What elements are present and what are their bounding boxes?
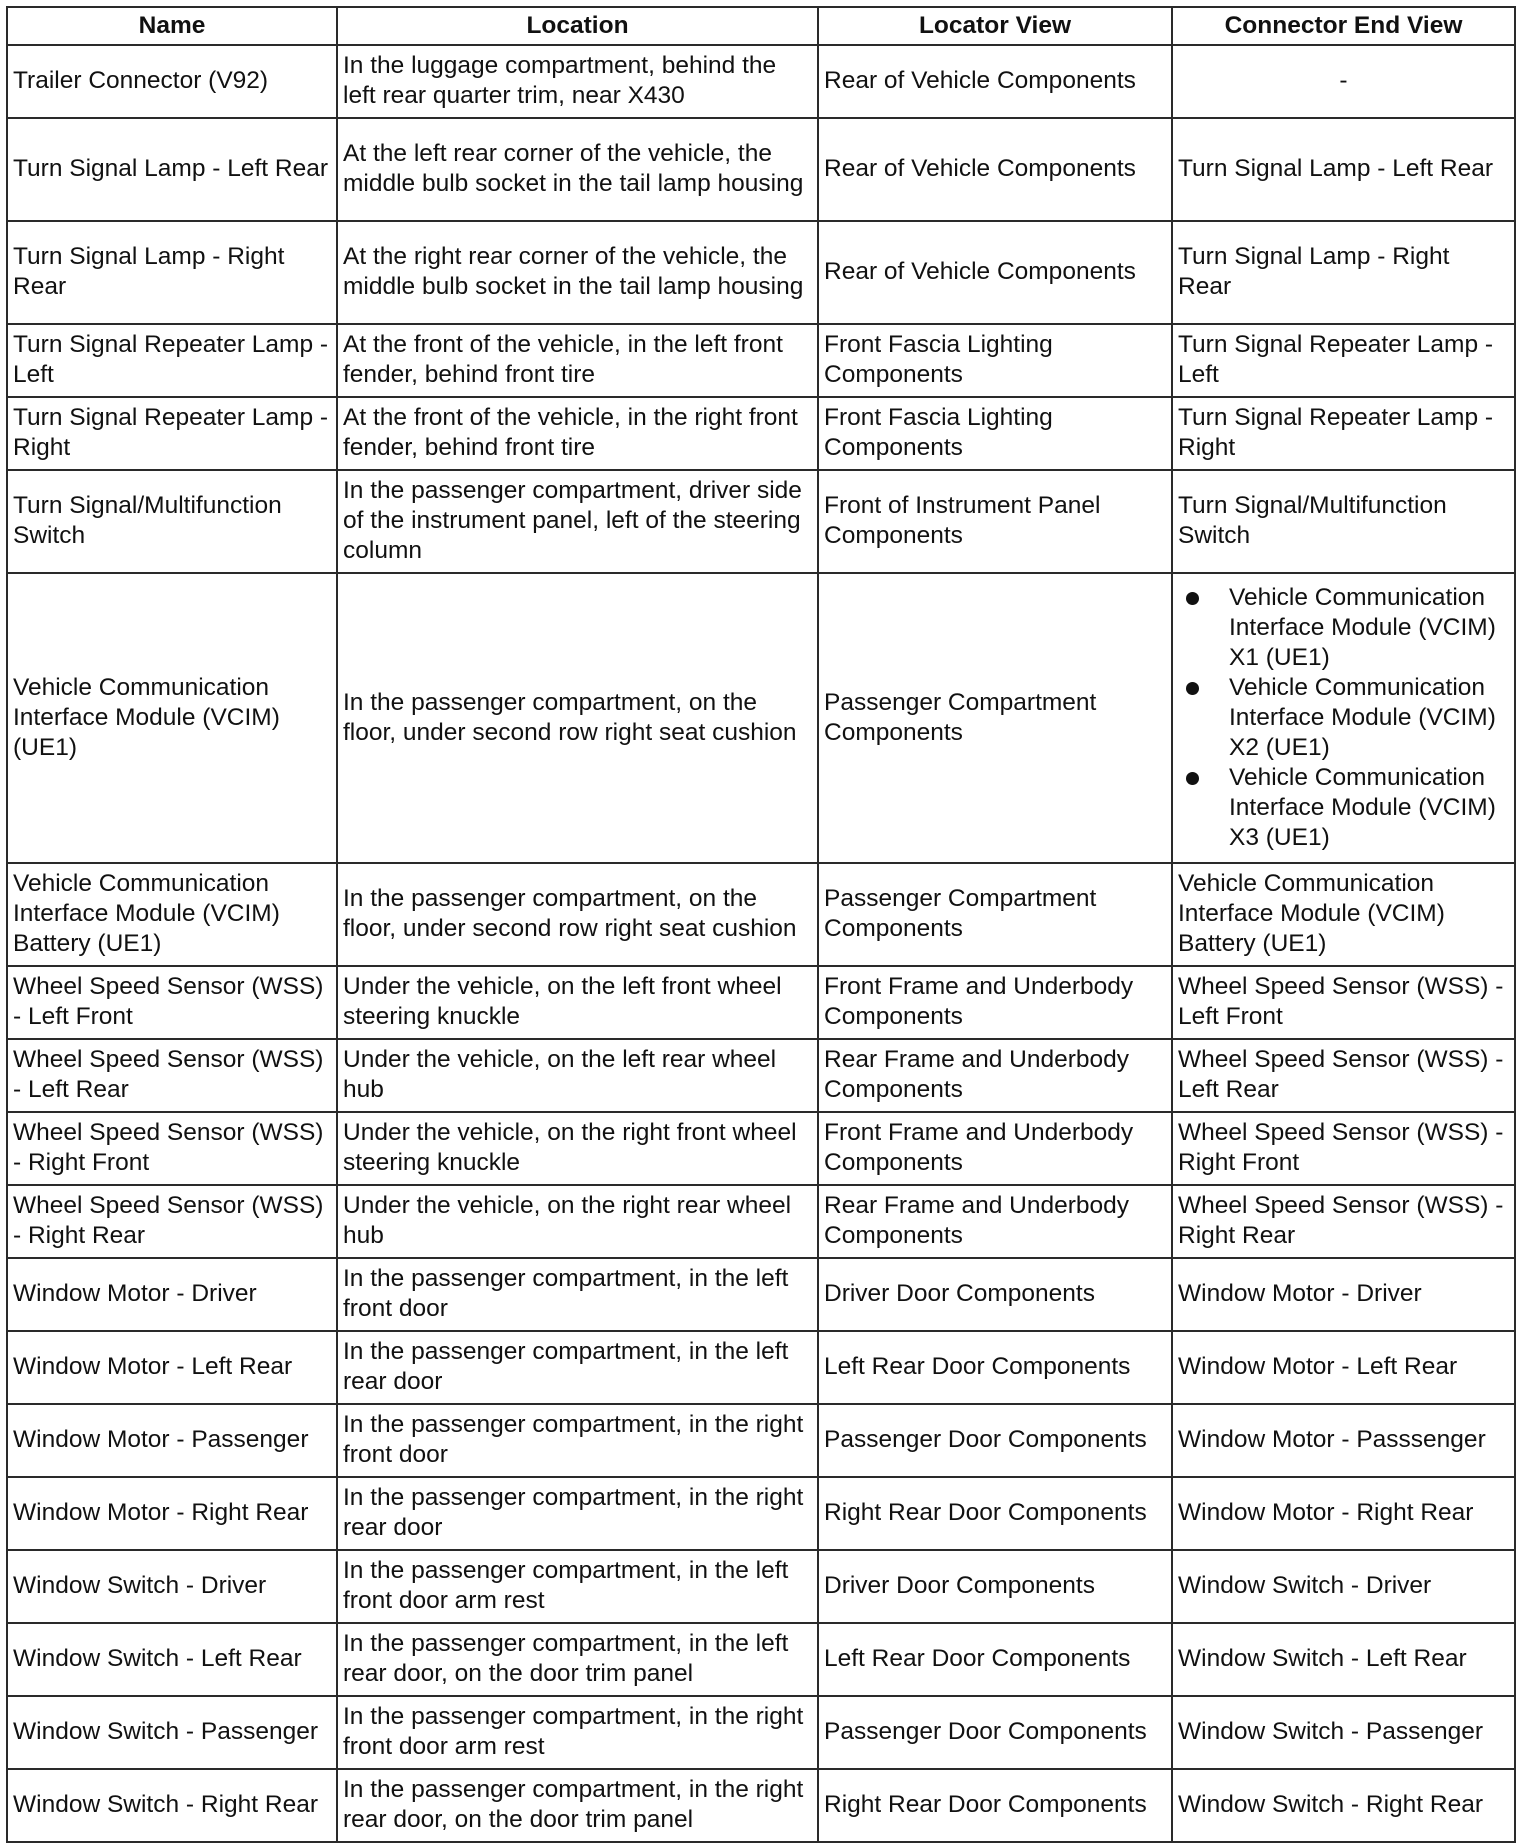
cell-connector-end-view: Window Motor - Driver [1172,1258,1515,1331]
cell-name: Turn Signal Lamp - Left Rear [7,118,337,221]
table-row [7,118,1515,221]
cell-connector-end-view: Window Motor - Passsenger [1172,1404,1515,1477]
cell-location: In the passenger compartment, in the left front door [337,1258,818,1331]
cell-connector-end-view: - [1172,45,1515,118]
cell-location: Under the vehicle, on the right front wheel steering knuckle [337,1112,818,1185]
cell-connector-end-view: Wheel Speed Sensor (WSS) - Left Front [1172,966,1515,1039]
cell-locator-view: Passenger Door Components [818,1404,1172,1477]
cell-name: Window Switch - Passenger [7,1696,337,1769]
cell-name: Window Switch - Left Rear [7,1623,337,1696]
bullet-icon [1186,772,1199,785]
list-item [1178,583,1509,673]
cell-locator-view: Front of Instrument Panel Components [818,470,1172,573]
cell-locator-view: Passenger Compartment Components [818,863,1172,966]
table-row [7,966,1515,1039]
cell-name: Vehicle Communication Interface Module (VCIM) Battery (UE1) [7,863,337,966]
cell-location: At the right rear corner of the vehicle, the middle bulb socket in the tail lamp housing [337,221,818,324]
cell-locator-view: Passenger Door Components [818,1696,1172,1769]
table-row [7,221,1515,324]
cell-locator-view: Front Frame and Underbody Components [818,966,1172,1039]
table-row [7,1477,1515,1550]
cell-name: Turn Signal Repeater Lamp - Right [7,397,337,470]
cell-locator-view: Rear of Vehicle Components [818,45,1172,118]
cell-connector-end-view: Vehicle Communication Interface Module (VCIM) Battery (UE1) [1172,863,1515,966]
table-row [7,863,1515,966]
header-location: Location [337,7,818,45]
cell-name: Turn Signal Lamp - Right Rear [7,221,337,324]
cell-location: In the passenger compartment, on the floor, under second row right seat cushion [337,573,818,863]
cell-connector-end-view: Turn Signal/Multifunction Switch [1172,470,1515,573]
cell-connector-end-view: Wheel Speed Sensor (WSS) - Left Rear [1172,1039,1515,1112]
cell-locator-view: Passenger Compartment Components [818,573,1172,863]
table-row [7,1112,1515,1185]
cell-location: In the passenger compartment, on the floor, under second row right seat cushion [337,863,818,966]
table-row [7,324,1515,397]
table-row [7,1550,1515,1623]
table-row [7,1404,1515,1477]
cell-connector-end-view: Turn Signal Lamp - Left Rear [1172,118,1515,221]
cell-locator-view: Driver Door Components [818,1550,1172,1623]
cell-locator-view: Front Fascia Lighting Components [818,324,1172,397]
cell-name: Wheel Speed Sensor (WSS) - Right Rear [7,1185,337,1258]
table-row [7,1185,1515,1258]
cell-location: Under the vehicle, on the left front wheel steering knuckle [337,966,818,1039]
cell-connector-end-view: Turn Signal Repeater Lamp - Right [1172,397,1515,470]
table-row [7,1331,1515,1404]
cell-connector-end-view [1172,573,1515,863]
cell-name: Wheel Speed Sensor (WSS) - Left Rear [7,1039,337,1112]
cell-location: At the front of the vehicle, in the left front fender, behind front tire [337,324,818,397]
cell-connector-end-view: Wheel Speed Sensor (WSS) - Right Rear [1172,1185,1515,1258]
cell-name: Wheel Speed Sensor (WSS) - Left Front [7,966,337,1039]
cell-name: Window Motor - Left Rear [7,1331,337,1404]
cell-connector-end-view: Turn Signal Repeater Lamp - Left [1172,324,1515,397]
cell-locator-view: Right Rear Door Components [818,1477,1172,1550]
table-row [7,1696,1515,1769]
cell-connector-end-view: Window Switch - Driver [1172,1550,1515,1623]
cell-connector-end-view: Window Switch - Left Rear [1172,1623,1515,1696]
cell-name: Window Motor - Passenger [7,1404,337,1477]
cell-location: In the passenger compartment, in the right front door [337,1404,818,1477]
cell-location: In the passenger compartment, in the right front door arm rest [337,1696,818,1769]
table-row [7,1769,1515,1842]
cell-location: In the passenger compartment, in the left rear door [337,1331,818,1404]
cell-name: Wheel Speed Sensor (WSS) - Right Front [7,1112,337,1185]
connector-list [1178,583,1509,853]
table-row [7,1039,1515,1112]
cell-locator-view: Rear of Vehicle Components [818,118,1172,221]
cell-location: Under the vehicle, on the right rear wheel hub [337,1185,818,1258]
cell-locator-view: Driver Door Components [818,1258,1172,1331]
list-item-text: Vehicle Communication Interface Module (VCIM) X2 (UE1) [1229,673,1496,761]
cell-location: In the passenger compartment, in the right rear door [337,1477,818,1550]
cell-connector-end-view: Turn Signal Lamp - Right Rear [1172,221,1515,324]
cell-location: At the front of the vehicle, in the right front fender, behind front tire [337,397,818,470]
cell-name: Window Switch - Right Rear [7,1769,337,1842]
cell-location: In the passenger compartment, in the right rear door, on the door trim panel [337,1769,818,1842]
cell-locator-view: Right Rear Door Components [818,1769,1172,1842]
cell-location: At the left rear corner of the vehicle, the middle bulb socket in the tail lamp housing [337,118,818,221]
cell-locator-view: Left Rear Door Components [818,1623,1172,1696]
cell-location: In the passenger compartment, in the left rear door, on the door trim panel [337,1623,818,1696]
header-locator-view: Locator View [818,7,1172,45]
list-item-text: Vehicle Communication Interface Module (VCIM) X3 (UE1) [1229,763,1496,851]
cell-connector-end-view: Window Switch - Passenger [1172,1696,1515,1769]
cell-name: Turn Signal/Multifunction Switch [7,470,337,573]
cell-location: In the luggage compartment, behind the left rear quarter trim, near X430 [337,45,818,118]
header-connector-end-view: Connector End View [1172,7,1515,45]
cell-locator-view: Rear Frame and Underbody Components [818,1039,1172,1112]
cell-name: Vehicle Communication Interface Module (VCIM) (UE1) [7,573,337,863]
cell-locator-view: Front Fascia Lighting Components [818,397,1172,470]
table-row [7,397,1515,470]
cell-name: Window Motor - Right Rear [7,1477,337,1550]
component-locator-document [6,6,1514,1843]
cell-locator-view: Front Frame and Underbody Components [818,1112,1172,1185]
table-row [7,45,1515,118]
bullet-icon [1186,682,1199,695]
cell-connector-end-view: Window Switch - Right Rear [1172,1769,1515,1842]
component-locator-table [6,6,1516,1843]
cell-location: Under the vehicle, on the left rear wheel hub [337,1039,818,1112]
cell-name: Trailer Connector (V92) [7,45,337,118]
cell-name: Turn Signal Repeater Lamp - Left [7,324,337,397]
cell-name: Window Switch - Driver [7,1550,337,1623]
cell-location: In the passenger compartment, in the left front door arm rest [337,1550,818,1623]
header-name: Name [7,7,337,45]
table-row [7,470,1515,573]
bullet-icon [1186,592,1199,605]
table-row [7,1258,1515,1331]
table-row [7,573,1515,863]
list-item-text: Vehicle Communication Interface Module (VCIM) X1 (UE1) [1229,583,1496,671]
list-item [1178,763,1509,853]
cell-location: In the passenger compartment, driver side of the instrument panel, left of the steering column [337,470,818,573]
list-item [1178,673,1509,763]
cell-name: Window Motor - Driver [7,1258,337,1331]
header-row [7,7,1515,45]
cell-locator-view: Rear of Vehicle Components [818,221,1172,324]
cell-connector-end-view: Wheel Speed Sensor (WSS) - Right Front [1172,1112,1515,1185]
cell-connector-end-view: Window Motor - Right Rear [1172,1477,1515,1550]
cell-connector-end-view: Window Motor - Left Rear [1172,1331,1515,1404]
cell-locator-view: Rear Frame and Underbody Components [818,1185,1172,1258]
table-row [7,1623,1515,1696]
cell-locator-view: Left Rear Door Components [818,1331,1172,1404]
